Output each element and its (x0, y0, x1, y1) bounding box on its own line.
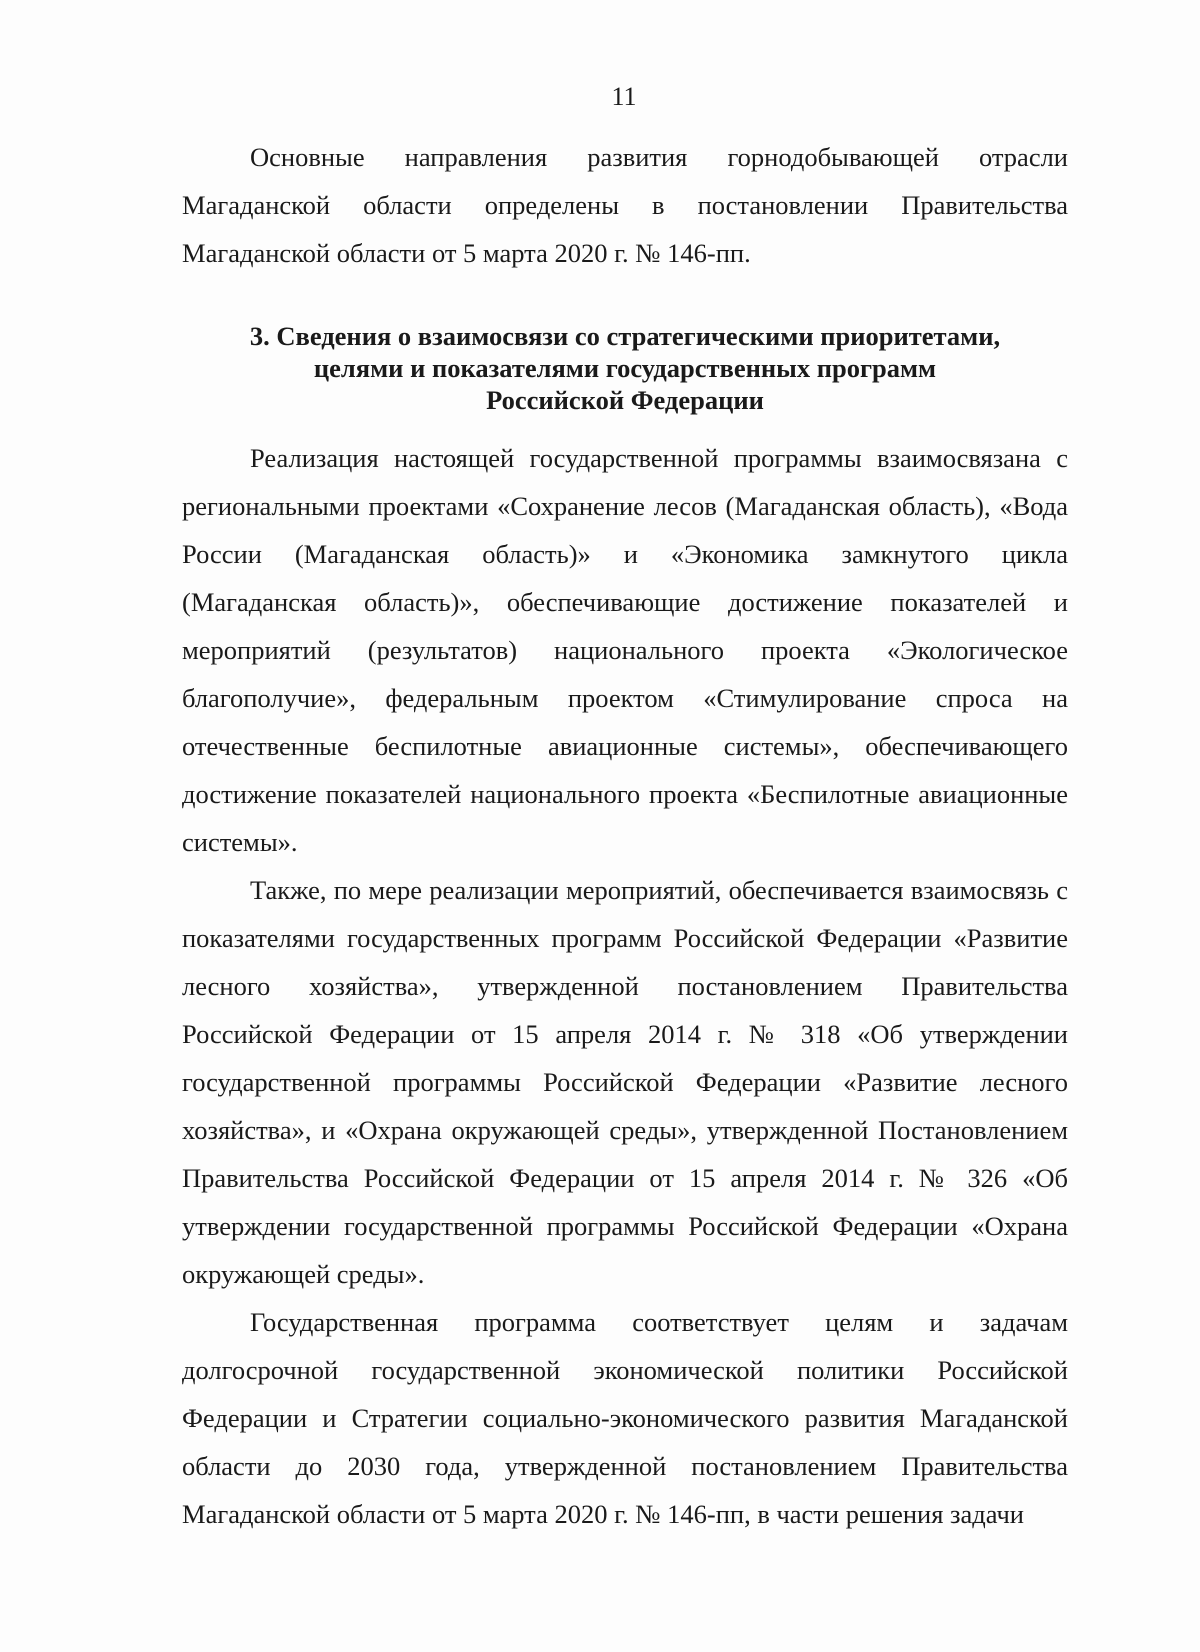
paragraph-mining-directions: Основные направления развития горнодобывающей отрасли Магаданской области определены в постановлении Правительства Магаданской области от 5 марта 2020 г. № 146-пп. (182, 142, 1068, 268)
page-number: 11 (611, 82, 637, 111)
section-heading-line-1: 3. Сведения о взаимосвязи со стратегическими приоритетами, (249, 321, 1001, 351)
section-heading-line-3: Российской Федерации (486, 385, 764, 415)
paragraph-program-relation: Реализация настоящей государственной программы взаимосвязана с региональными проектами «Сохранение лесов (Магаданская область), «Вода России (Магаданская область)» и «Экономика замкнутого цикла (Магаданская область)», обеспечивающие достижение показателей и мероприятий (результатов) национального проекта «Экологическое благополучие», федеральным проектом «Стимулирование спроса на отечественные беспилотные авиационные системы», обеспечивающего достижение показателей национального проекта «Беспилотные авиационные системы». (182, 443, 1068, 857)
paragraph-strategy-compliance: Государственная программа соответствует целям и задачам долгосрочной государственной экономической политики Российской Федерации и Стратегии социально-экономического развития Магаданской области до 2030 года, утвержденной постановлением Правительства Магаданской области от 5 марта 2020 г. № 146-пп, в части решения задачи (182, 1307, 1068, 1529)
section-heading (182, 320, 1068, 416)
paragraph-federal-programs: Также, по мере реализации мероприятий, обеспечивается взаимосвязь с показателями государственных программ Российской Федерации «Развитие лесного хозяйства», утвержденной постановлением Правительства Российской Федерации от 15 апреля 2014 г. № 318 «Об утверждении государственной программы Российской Федерации «Развитие лесного хозяйства», и «Охрана окружающей среды», утвержденной Постановлением Правительства Российской Федерации от 15 апреля 2014 г. № 326 «Об утверждении государственной программы Российской Федерации «Охрана окружающей среды». (182, 875, 1068, 1289)
section-heading-line-2: целями и показателями государственных программ (313, 353, 937, 383)
